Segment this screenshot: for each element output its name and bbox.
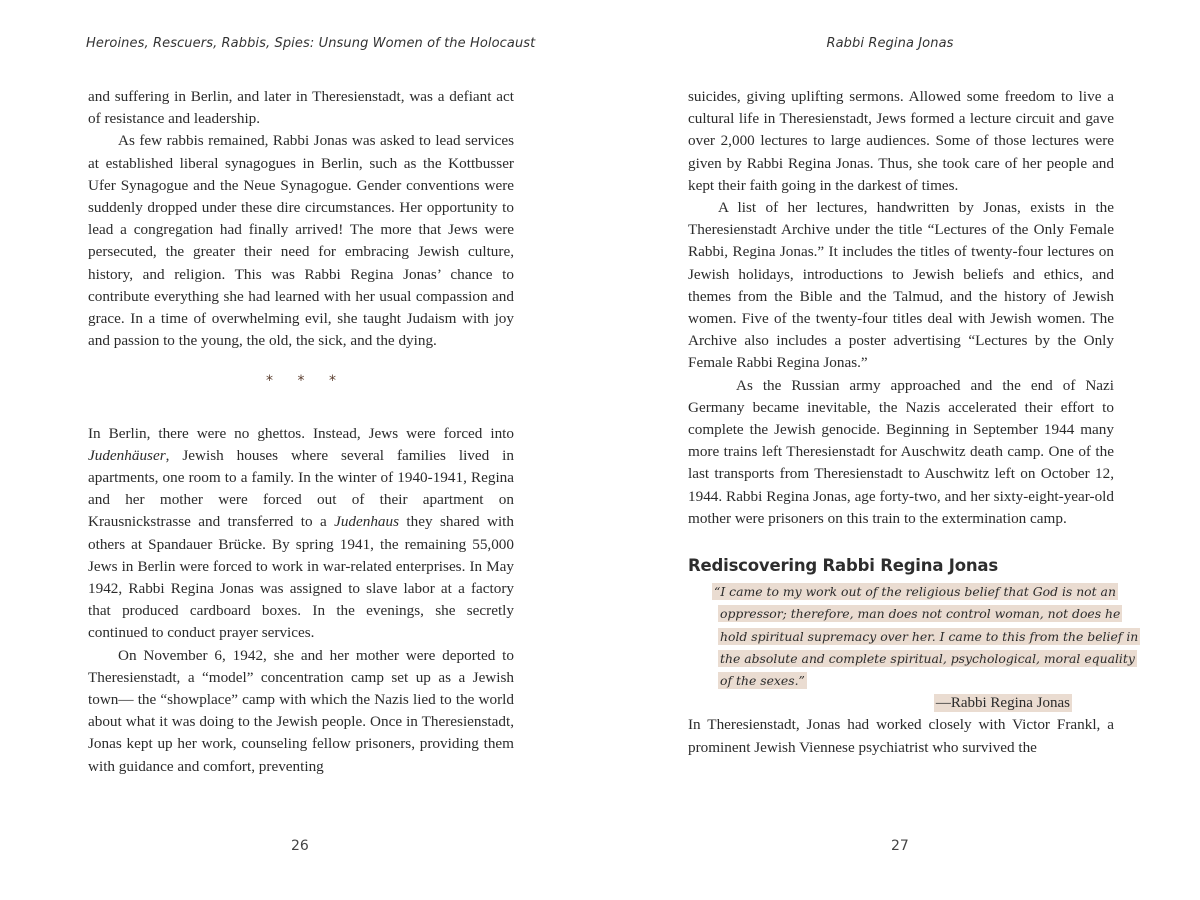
quote-attribution: [712, 692, 1082, 714]
right-page: [600, 0, 1200, 900]
paragraph: As few rabbis remained, Rabbi Jonas was asked to lead services at established liberal synagogues in Berlin, such as the Kottbusser Ufer Synagogue and the Neue Synagogue. Gender conventions were suddenly dropped under these dire circumstances. Her opportunity to lead a congregation had finally arrived! The more that Jews were persecuted, the greater their need for embracing Jewish culture, history, and religion. This was Rabbi Regina Jonas’ chance to contribute everything she had learned with her usual compassion and grace. In a time of overwhelming evil, she taught Judaism with joy and passion to the young, the old, the sick, and the dying.: [88, 132, 514, 350]
section-heading: Rediscovering Rabbi Regina Jonas: [688, 556, 998, 576]
quote-line-text: oppressor; therefore, man does not control woman, not does he: [720, 606, 1121, 622]
block-quote: [712, 581, 1139, 714]
right-body-text: [688, 86, 1139, 759]
quote-line-text: “I came to my work out of the religious belief that God is not an: [714, 584, 1116, 600]
paragraph: [88, 423, 514, 645]
paragraph: suicides, giving uplifting sermons. Allowed some freedom to live a cultural life in Theresienstadt, Jews formed a lecture circuit and gave over 2,000 lectures to large audiences. Some of those lectures were given by Rabbi Regina Jonas. Thus, she took care of her people and kept their faith going in the darkest of times.: [688, 88, 1114, 194]
running-head-book-title: Heroines, Rescuers, Rabbis, Spies: Unsung Women of the Holocaust: [86, 36, 536, 51]
paragraph: As the Russian army approached and the end of Nazi Germany became inevitable, the Nazis accelerated their effort to complete the Jewish genocide. Beginning in September 1944 many more trains left Theresienstadt for Auschwitz death camp. One of the last transports from Theresienstadt to Auschwitz left on October 12, 1944. Rabbi Regina Jonas, age forty-two, and her sixty-eight-year-old mother were prisoners on this train to the extermination camp.: [688, 376, 1114, 527]
paragraph-text: they shared with others at Spandauer Brücke. By spring 1941, the remaining 55,000 Jews in Berlin were forced to work in war-related enterprises. In May 1942, Rabbi Regina Jonas was assigned to slave labor at a factory that produced cardboard boxes. In the evenings, she secretly continued to conduct prayer services.: [88, 513, 514, 642]
quote-line-text: of the sexes.”: [720, 673, 805, 689]
quote-line: [712, 581, 1116, 603]
paragraph: On November 6, 1942, she and her mother were deported to Theresienstadt, a “model” concentration camp set up as a Jewish town— the “showplace” camp with which the Nazis lied to the world about what it was doing to the Jewish people. Once in Theresienstadt, Jonas kept up her work, counseling fellow prisoners, providing them with guidance and comfort, preventing: [88, 646, 514, 775]
left-body-text: [88, 86, 514, 778]
quote-line: [712, 603, 1121, 625]
running-head-chapter-title: Rabbi Regina Jonas: [826, 36, 954, 51]
italic-term: Judenhaus: [334, 513, 400, 531]
page-number: 27: [891, 838, 909, 854]
attribution-text: —Rabbi Regina Jonas: [935, 695, 1070, 712]
quote-line-text: hold spiritual supremacy over her. I came to this from the belief in: [720, 628, 1139, 644]
paragraph: In Theresienstadt, Jonas had worked closely with Victor Frankl, a prominent Jewish Viennese psychiatrist who survived the: [688, 716, 1114, 756]
quote-line-text: the absolute and complete spiritual, psychological, moral equality: [720, 650, 1135, 666]
section-separator: * * *: [266, 373, 346, 390]
paragraph: A list of her lectures, handwritten by Jonas, exists in the Theresienstadt Archive under the title “Lectures of the Only Female Rabbi, Regina Jonas.” It includes the titles of twenty-four lectures on Jewish holidays, introductions to Jewish beliefs and ethics, and themes from the Bible and the Talmud, and the history of Jewish women. Five of the twenty-four titles deal with Jewish women. The Archive also includes a poster advertising “Lectures by the Only Female Rabbi Regina Jonas.”: [688, 199, 1114, 372]
paragraph-text: , Jewish houses where several families lived in apartments, one room to a family. In the winter of 1940-1941, Regina and her mother were forced out of their apartment on Krausnickstrasse and transferred to a: [88, 446, 514, 531]
paragraph: and suffering in Berlin, and later in Theresienstadt, was a defiant act of resistance and leadership.: [88, 88, 514, 128]
quote-line: [712, 626, 1139, 648]
quote-line: [712, 670, 1082, 692]
page-number: 26: [291, 838, 309, 854]
paragraph-text: In Berlin, there were no ghettos. Instead, Jews were forced into: [88, 424, 514, 442]
quote-line: [712, 648, 1135, 670]
italic-term: Judenhäuser: [88, 446, 166, 464]
